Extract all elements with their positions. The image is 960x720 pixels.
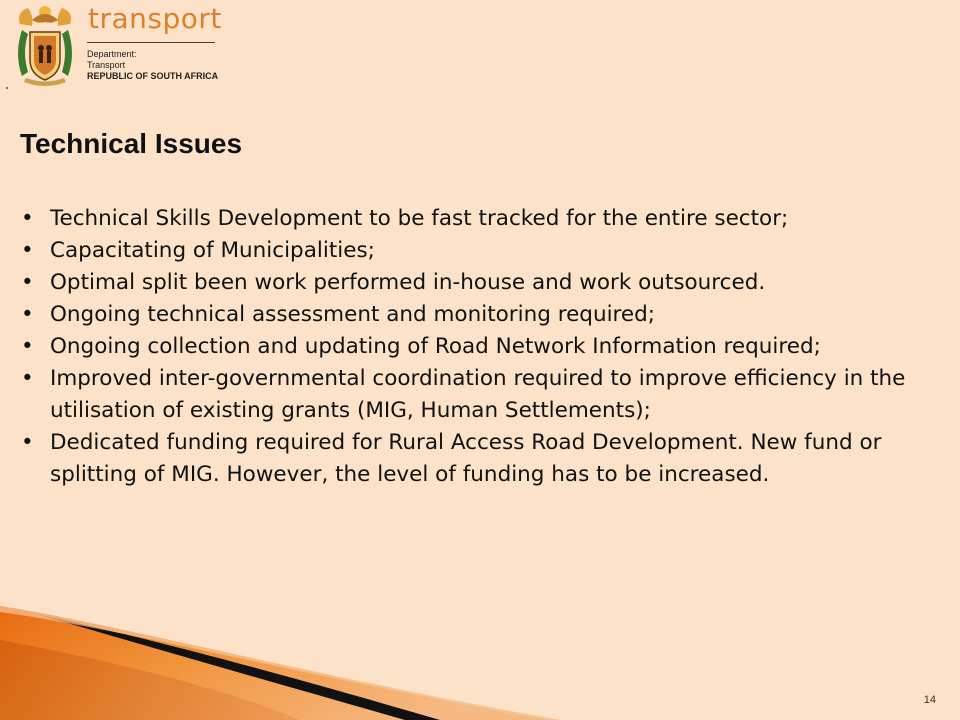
bullet-list [20, 203, 945, 491]
bullet-text: Ongoing technical assessment and monitoring required; [50, 302, 656, 327]
bullet-item [20, 427, 945, 491]
bullet-marker: • [21, 302, 34, 327]
bullet-item [20, 363, 945, 427]
bullet-text: Technical Skills Development to be fast tracked for the entire sector; [50, 206, 789, 231]
bullet-item [20, 331, 945, 363]
brand-divider [87, 42, 215, 43]
stray-dot [6, 87, 8, 89]
bullet-marker: • [21, 270, 34, 295]
department-logo [10, 2, 230, 97]
department-label: Department: [87, 49, 137, 59]
bullet-text: Optimal split been work performed in-house and work outsourced. [50, 270, 766, 295]
bullet-marker: • [21, 366, 34, 391]
bullet-item [20, 235, 945, 267]
bullet-item [20, 267, 945, 299]
bullet-marker: • [21, 206, 34, 231]
country-name: REPUBLIC OF SOUTH AFRICA [87, 71, 219, 81]
bullet-marker: • [21, 238, 34, 263]
bullet-item [20, 299, 945, 331]
bullet-marker: • [21, 430, 34, 455]
coat-of-arms-icon [10, 2, 80, 92]
bullet-text: Dedicated funding required for Rural Access Road Development. New fund or splitting of MIG. However, the level of funding has to be increased. [50, 430, 882, 487]
department-name: Transport [87, 60, 126, 70]
brand-wordmark: transport [88, 2, 222, 35]
bullet-text: Ongoing collection and updating of Road Network Information required; [50, 334, 821, 359]
bullet-marker: • [21, 334, 34, 359]
page-number: 14 [923, 694, 936, 706]
slide-title: Technical Issues [20, 128, 243, 159]
bullet-item [20, 203, 945, 235]
bullet-text: Capacitating of Municipalities; [50, 238, 375, 263]
bullet-text: Improved inter-governmental coordination required to improve efficiency in the utilisation of existing grants (MIG, Human Settlements); [50, 366, 906, 423]
